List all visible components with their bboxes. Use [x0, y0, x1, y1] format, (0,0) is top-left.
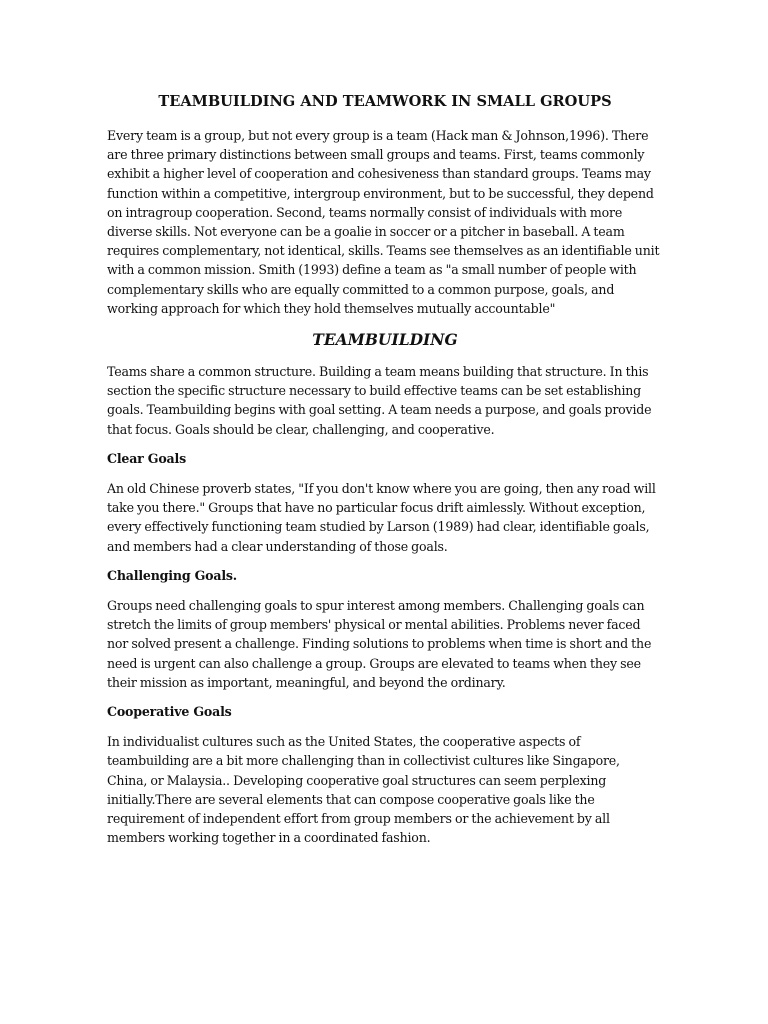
document-title: TEAMBUILDING AND TEAMWORK IN SMALL GROUPS	[158, 93, 612, 110]
clear-goals-paragraph: An old Chinese proverb states, "If you don't know where you are going, then any road will take you there." Groups that have no particular focus drift aimlessly. Without exception, every effectively functioning team studied by Larson (1989) had clear, identifiable goals, and members had a clear understanding of those goals.	[107, 481, 656, 554]
cooperative-goals-heading: Cooperative Goals	[107, 704, 232, 720]
challenging-goals-paragraph: Groups need challenging goals to spur interest among members. Challenging goals can stretch the limits of group members' physical or mental abilities. Problems never faced nor solved present a challenge. Finding solutions to problems when time is short and the need is urgent can also challenge a group. Groups are elevated to teams when they see their mission as important, meaningful, and beyond the ordinary.	[107, 598, 652, 690]
section-heading-teambuilding: TEAMBUILDING	[312, 330, 458, 350]
teambuilding-intro-paragraph: Teams share a common structure. Building a team means building that structure. In this section the specific structure necessary to build effective teams can be set establishing goals. Teambuilding begins with goal setting. A team needs a purpose, and goals provide that focus. Goals should be clear, challenging, and cooperative.	[107, 364, 652, 437]
document-content	[107, 92, 663, 858]
challenging-goals-heading: Challenging Goals.	[107, 567, 237, 583]
intro-paragraph: Every team is a group, but not every group is a team (Hack man & Johnson,1996). There are three primary distinctions between small groups and teams. First, teams commonly exhibit a higher level of cooperation and cohesiveness than standard groups. Teams may function within a competitive, intergroup environment, but to be successful, they depend on intragroup cooperation. Second, teams normally consist of individuals with more diverse skills. Not everyone can be a goalie in soccer or a pitcher in baseball. A team requires complementary, not identical, skills. Teams see themselves as an identifiable unit with a common mission. Smith (1993) define a team as "a small number of people with complementary skills who are equally committed to a common purpose, goals, and working approach for which they hold themselves mutually accountable"	[107, 128, 660, 316]
clear-goals-heading: Clear Goals	[107, 450, 186, 466]
cooperative-goals-paragraph: In individualist cultures such as the United States, the cooperative aspects of teambuilding are a bit more challenging than in collectivist cultures like Singapore, China, or Malaysia.. Developing cooperative goal structures can seem perplexing initially.There are several elements that can compose cooperative goals like the requirement of independent effort from group members or the achievement by all members working together in a coordinated fashion.	[107, 734, 620, 846]
